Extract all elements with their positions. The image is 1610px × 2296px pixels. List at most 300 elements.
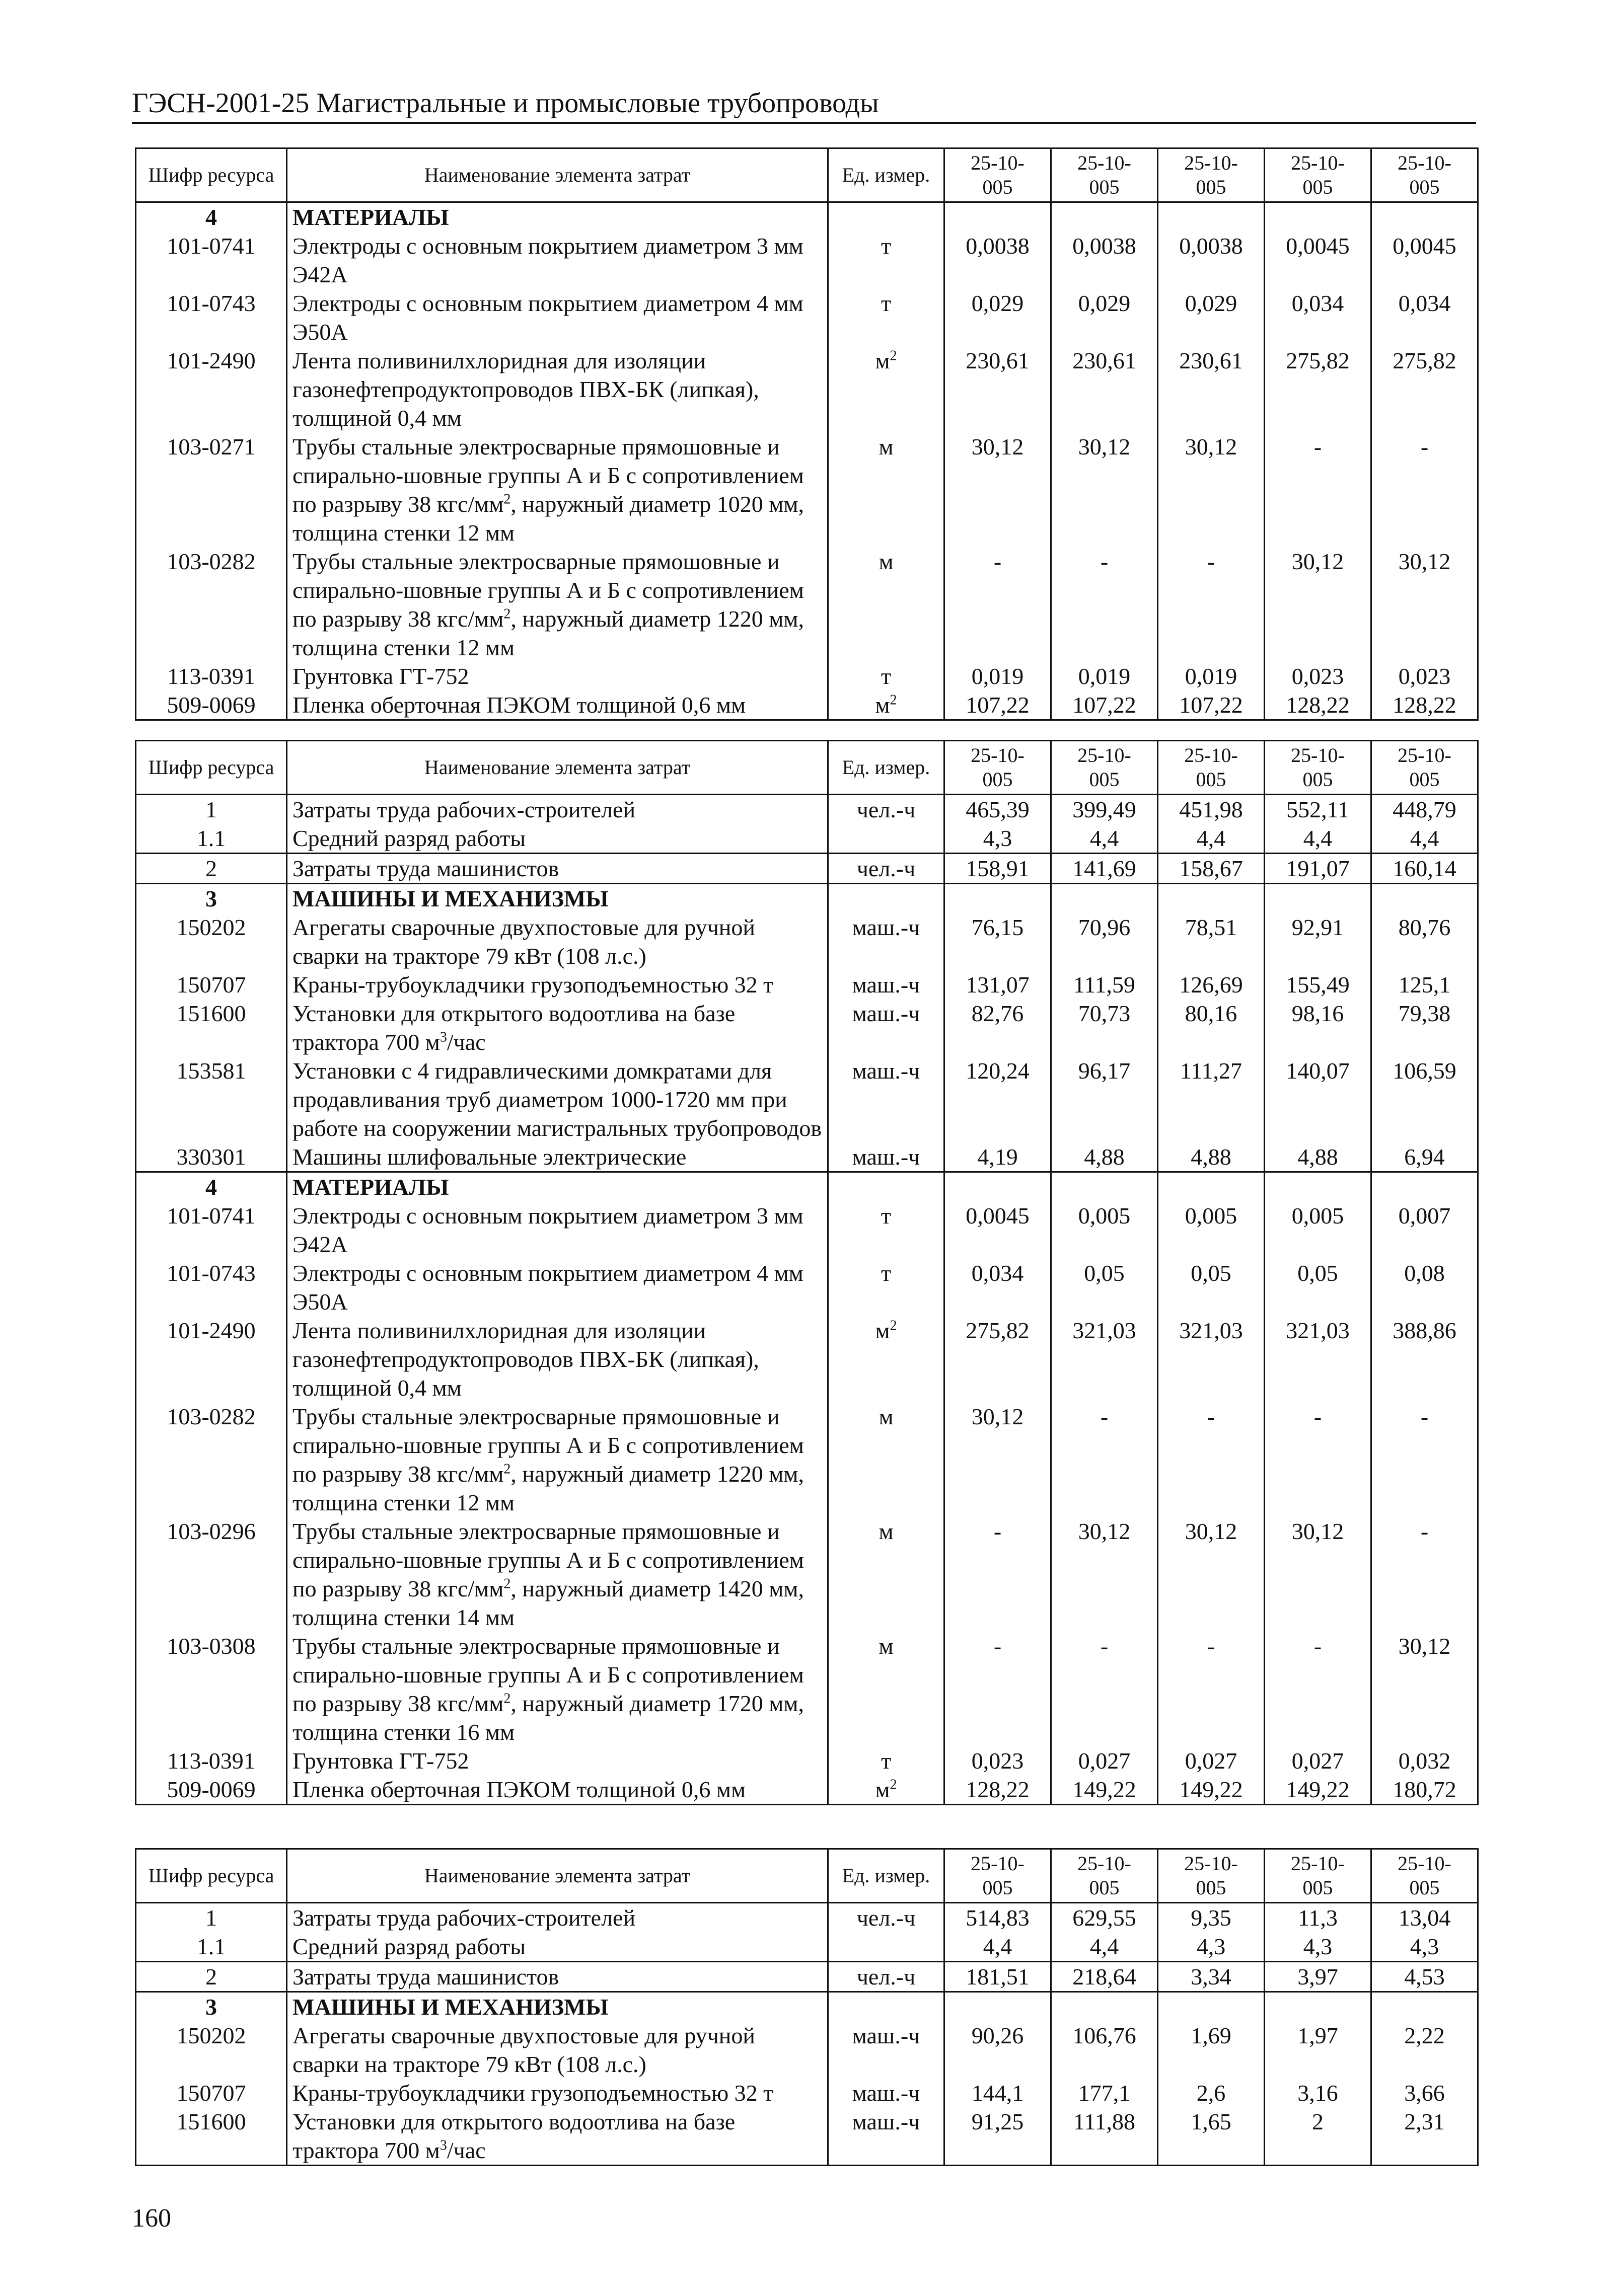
value-cell: 0,005: [1265, 1201, 1371, 1259]
resource-code: 150707: [136, 2079, 287, 2107]
table-row: [136, 691, 1478, 720]
value-cell: 107,22: [1051, 691, 1158, 720]
resource-name: Затраты труда рабочих-строителей: [287, 1903, 828, 1933]
resource-code: 153581: [136, 1056, 287, 1142]
value-cell: 275,82: [1371, 346, 1478, 432]
header-unit: Ед. измер.: [828, 741, 944, 795]
unit-cell: м: [828, 432, 944, 547]
value-cell: 107,22: [944, 691, 1051, 720]
resource-code: 509-0069: [136, 1775, 287, 1805]
header-code: Шифр ресурса: [136, 1849, 287, 1903]
value-cell: -: [1158, 1632, 1265, 1746]
resource-code: 113-0391: [136, 662, 287, 691]
value-cell: 0,007: [1371, 1201, 1478, 1259]
unit-cell: маш.-ч: [828, 2107, 944, 2166]
unit-cell: [828, 1992, 944, 2022]
unit-cell: м: [828, 547, 944, 662]
value-cell: 0,029: [1158, 289, 1265, 346]
value-cell: 30,12: [1265, 547, 1371, 662]
value-cell: [1051, 884, 1158, 913]
unit-cell: маш.-ч: [828, 913, 944, 970]
value-cell: 155,49: [1265, 970, 1371, 999]
value-cell: 275,82: [944, 1316, 1051, 1402]
table-row: [136, 854, 1478, 884]
value-cell: 0,034: [1371, 289, 1478, 346]
resource-code: 151600: [136, 999, 287, 1056]
value-cell: 131,07: [944, 970, 1051, 999]
value-cell: 30,12: [1371, 1632, 1478, 1746]
resource-code: 4: [136, 202, 287, 232]
table-row: [136, 795, 1478, 824]
resource-name: Краны-трубоукладчики грузоподъемностью 32 т: [287, 970, 828, 999]
value-cell: [1371, 202, 1478, 232]
value-cell: -: [1265, 432, 1371, 547]
value-cell: -: [1371, 1517, 1478, 1632]
unit-cell: $м^2$: [828, 691, 944, 720]
value-cell: 2,22: [1371, 2021, 1478, 2079]
unit-cell: $м^2$: [828, 346, 944, 432]
header-code: Шифр ресурса: [136, 148, 287, 202]
header-unit: Ед. измер.: [828, 148, 944, 202]
resource-code: 101-0741: [136, 232, 287, 289]
header-norm-code: 25-10- 005: [1265, 148, 1371, 202]
resource-code: 4: [136, 1172, 287, 1202]
resource-code: 1.1: [136, 824, 287, 854]
unit-cell: [828, 824, 944, 854]
table-row: [136, 1316, 1478, 1402]
resource-table-3: [135, 1848, 1479, 2166]
value-cell: 2: [1265, 2107, 1371, 2166]
value-cell: 0,005: [1158, 1201, 1265, 1259]
resource-code: 103-0271: [136, 432, 287, 547]
value-cell: 126,69: [1158, 970, 1265, 999]
value-cell: 30,12: [1051, 1517, 1158, 1632]
value-cell: 0,034: [1265, 289, 1371, 346]
unit-cell: чел.-ч: [828, 1962, 944, 1992]
value-cell: -: [1051, 1632, 1158, 1746]
value-cell: 0,027: [1158, 1746, 1265, 1775]
header-name: Наименование элемента затрат: [287, 741, 828, 795]
resource-name: Агрегаты сварочные двухпостовые для ручной сварки на тракторе 79 кВт (108 л.с.): [287, 913, 828, 970]
resource-code: 1: [136, 795, 287, 824]
value-cell: 4,88: [1158, 1142, 1265, 1172]
header-norm-code: 25-10- 005: [1371, 148, 1478, 202]
header-norm-code: 25-10- 005: [1371, 741, 1478, 795]
value-cell: 106,59: [1371, 1056, 1478, 1142]
value-cell: 399,49: [1051, 795, 1158, 824]
value-cell: -: [944, 1632, 1051, 1746]
value-cell: 0,027: [1051, 1746, 1158, 1775]
resource-table-2: [135, 740, 1479, 1805]
value-cell: 30,12: [1051, 432, 1158, 547]
value-cell: 30,12: [1371, 547, 1478, 662]
value-cell: 4,88: [1265, 1142, 1371, 1172]
table-row: [136, 1517, 1478, 1632]
value-cell: -: [1051, 1402, 1158, 1517]
unit-cell: м: [828, 1517, 944, 1632]
value-cell: 4,53: [1371, 1962, 1478, 1992]
value-cell: 30,12: [1158, 1517, 1265, 1632]
resource-code: 2: [136, 1962, 287, 1992]
value-cell: 629,55: [1051, 1903, 1158, 1933]
header-unit: Ед. измер.: [828, 1849, 944, 1903]
table-row: [136, 1962, 1478, 1992]
unit-cell: [828, 1932, 944, 1962]
section-title: МАТЕРИАЛЫ: [287, 202, 828, 232]
value-cell: 465,39: [944, 795, 1051, 824]
table-row: [136, 232, 1478, 289]
value-cell: [944, 1172, 1051, 1202]
value-cell: 90,26: [944, 2021, 1051, 2079]
section-row: [136, 1172, 1478, 1202]
unit-cell: чел.-ч: [828, 795, 944, 824]
table-row: [136, 970, 1478, 999]
resource-name: Затраты труда машинистов: [287, 1962, 828, 1992]
resource-name: Трубы стальные электросварные прямошовные и спирально-шовные группы А и Б с сопротивлением по разрыву 38 кгс/$мм^2$, наружный диаметр 1020 мм, толщина стенки 12 мм: [287, 432, 828, 547]
value-cell: 92,91: [1265, 913, 1371, 970]
value-cell: 80,76: [1371, 913, 1478, 970]
table-row: [136, 1056, 1478, 1142]
resource-code: 101-2490: [136, 1316, 287, 1402]
value-cell: 4,3: [944, 824, 1051, 854]
value-cell: 0,032: [1371, 1746, 1478, 1775]
unit-cell: т: [828, 1746, 944, 1775]
value-cell: 0,05: [1051, 1259, 1158, 1316]
value-cell: 0,019: [1158, 662, 1265, 691]
value-cell: 1,97: [1265, 2021, 1371, 2079]
value-cell: [1051, 1172, 1158, 1202]
page-number: 160: [132, 2204, 171, 2233]
value-cell: 4,88: [1051, 1142, 1158, 1172]
resource-code: 101-2490: [136, 346, 287, 432]
resource-name: Пленка оберточная ПЭКОМ толщиной 0,6 мм: [287, 691, 828, 720]
value-cell: [1051, 202, 1158, 232]
value-cell: 13,04: [1371, 1903, 1478, 1933]
value-cell: 1,69: [1158, 2021, 1265, 2079]
resource-name: Средний разряд работы: [287, 1932, 828, 1962]
value-cell: 3,97: [1265, 1962, 1371, 1992]
value-cell: 3,34: [1158, 1962, 1265, 1992]
value-cell: 0,0045: [944, 1201, 1051, 1259]
value-cell: -: [1051, 547, 1158, 662]
value-cell: 0,0038: [1051, 232, 1158, 289]
resource-name: Средний разряд работы: [287, 824, 828, 854]
section-title: МАШИНЫ И МЕХАНИЗМЫ: [287, 1992, 828, 2022]
value-cell: -: [1158, 547, 1265, 662]
resource-name: Грунтовка ГТ-752: [287, 1746, 828, 1775]
unit-cell: маш.-ч: [828, 970, 944, 999]
resource-code: 1: [136, 1903, 287, 1933]
unit-cell: [828, 202, 944, 232]
header-norm-code: 25-10- 005: [944, 741, 1051, 795]
resource-name: Машины шлифовальные электрические: [287, 1142, 828, 1172]
value-cell: 2,31: [1371, 2107, 1478, 2166]
value-cell: 120,24: [944, 1056, 1051, 1142]
value-cell: -: [944, 1517, 1051, 1632]
value-cell: 0,029: [1051, 289, 1158, 346]
value-cell: 181,51: [944, 1962, 1051, 1992]
resource-name: Трубы стальные электросварные прямошовные и спирально-шовные группы А и Б с сопротивлением по разрыву 38 кгс/$мм^2$, наружный диаметр 1220 мм, толщина стенки 12 мм: [287, 547, 828, 662]
value-cell: 3,16: [1265, 2079, 1371, 2107]
unit-cell: маш.-ч: [828, 2021, 944, 2079]
value-cell: 230,61: [944, 346, 1051, 432]
value-cell: 144,1: [944, 2079, 1051, 2107]
table-row: [136, 1632, 1478, 1746]
value-cell: 4,3: [1158, 1932, 1265, 1962]
value-cell: 0,023: [1265, 662, 1371, 691]
section-row: [136, 884, 1478, 913]
resource-name: Электроды с основным покрытием диаметром 3 мм Э42А: [287, 232, 828, 289]
unit-cell: чел.-ч: [828, 1903, 944, 1933]
value-cell: 4,4: [1158, 824, 1265, 854]
value-cell: [1371, 884, 1478, 913]
resource-code: 103-0296: [136, 1517, 287, 1632]
table-row: [136, 824, 1478, 854]
value-cell: 98,16: [1265, 999, 1371, 1056]
value-cell: 0,027: [1265, 1746, 1371, 1775]
table-row: [136, 999, 1478, 1056]
header-norm-code: 25-10- 005: [1051, 741, 1158, 795]
value-cell: [1371, 1992, 1478, 2022]
value-cell: [944, 202, 1051, 232]
value-cell: 4,19: [944, 1142, 1051, 1172]
value-cell: 149,22: [1051, 1775, 1158, 1805]
resource-name: Электроды с основным покрытием диаметром 4 мм Э50А: [287, 289, 828, 346]
value-cell: 4,3: [1371, 1932, 1478, 1962]
table-row: [136, 1775, 1478, 1805]
unit-cell: маш.-ч: [828, 999, 944, 1056]
value-cell: 514,83: [944, 1903, 1051, 1933]
value-cell: 106,76: [1051, 2021, 1158, 2079]
resource-code: 151600: [136, 2107, 287, 2166]
value-cell: 70,73: [1051, 999, 1158, 1056]
value-cell: 552,11: [1265, 795, 1371, 824]
value-cell: 0,0045: [1265, 232, 1371, 289]
value-cell: -: [1371, 1402, 1478, 1517]
resource-name: Пленка оберточная ПЭКОМ толщиной 0,6 мм: [287, 1775, 828, 1805]
resource-code: 1.1: [136, 1932, 287, 1962]
unit-cell: м: [828, 1402, 944, 1517]
header-norm-code: 25-10- 005: [1158, 1849, 1265, 1903]
table-row: [136, 1402, 1478, 1517]
value-cell: 9,35: [1158, 1903, 1265, 1933]
value-cell: [1051, 1992, 1158, 2022]
unit-cell: т: [828, 289, 944, 346]
resource-code: 2: [136, 854, 287, 884]
resource-code: 101-0743: [136, 1259, 287, 1316]
unit-cell: т: [828, 232, 944, 289]
value-cell: 30,12: [944, 432, 1051, 547]
unit-cell: чел.-ч: [828, 854, 944, 884]
value-cell: 160,14: [1371, 854, 1478, 884]
value-cell: 107,22: [1158, 691, 1265, 720]
resource-code: 103-0282: [136, 1402, 287, 1517]
value-cell: 149,22: [1265, 1775, 1371, 1805]
table-row: [136, 913, 1478, 970]
value-cell: [1265, 1172, 1371, 1202]
header-norm-code: 25-10- 005: [1265, 741, 1371, 795]
value-cell: 321,03: [1051, 1316, 1158, 1402]
header-norm-code: 25-10- 005: [1158, 741, 1265, 795]
value-cell: [1158, 202, 1265, 232]
value-cell: [1158, 884, 1265, 913]
header-name: Наименование элемента затрат: [287, 148, 828, 202]
resource-code: 330301: [136, 1142, 287, 1172]
value-cell: -: [1371, 432, 1478, 547]
value-cell: -: [1158, 1402, 1265, 1517]
value-cell: 6,94: [1371, 1142, 1478, 1172]
value-cell: 0,023: [1371, 662, 1478, 691]
value-cell: 125,1: [1371, 970, 1478, 999]
value-cell: 0,029: [944, 289, 1051, 346]
value-cell: [944, 1992, 1051, 2022]
value-cell: 4,3: [1265, 1932, 1371, 1962]
resource-code: 103-0282: [136, 547, 287, 662]
value-cell: [1265, 1992, 1371, 2022]
resource-code: 150707: [136, 970, 287, 999]
resource-code: 3: [136, 1992, 287, 2022]
table-row: [136, 289, 1478, 346]
value-cell: 0,034: [944, 1259, 1051, 1316]
resource-name: Краны-трубоукладчики грузоподъемностью 32 т: [287, 2079, 828, 2107]
resource-name: Установки для открытого водоотлива на базе трактора 700 $м^3$/час: [287, 2107, 828, 2166]
value-cell: 451,98: [1158, 795, 1265, 824]
resource-name: Затраты труда рабочих-строителей: [287, 795, 828, 824]
value-cell: [1158, 1172, 1265, 1202]
page-title: ГЭСН-2001-25 Магистральные и промысловые трубопроводы: [132, 88, 879, 119]
header-norm-code: 25-10- 005: [1158, 148, 1265, 202]
resource-name: Трубы стальные электросварные прямошовные и спирально-шовные группы А и Б с сопротивлением по разрыву 38 кгс/$мм^2$, наружный диаметр 1720 мм, толщина стенки 16 мм: [287, 1632, 828, 1746]
resource-name: Трубы стальные электросварные прямошовные и спирально-шовные группы А и Б с сопротивлением по разрыву 38 кгс/$мм^2$, наружный диаметр 1220 мм, толщина стенки 12 мм: [287, 1402, 828, 1517]
table-row: [136, 1932, 1478, 1962]
resource-name: Агрегаты сварочные двухпостовые для ручной сварки на тракторе 79 кВт (108 л.с.): [287, 2021, 828, 2079]
value-cell: 275,82: [1265, 346, 1371, 432]
value-cell: 128,22: [944, 1775, 1051, 1805]
unit-cell: $м^2$: [828, 1316, 944, 1402]
value-cell: 0,023: [944, 1746, 1051, 1775]
value-cell: 177,1: [1051, 2079, 1158, 2107]
unit-cell: т: [828, 1201, 944, 1259]
value-cell: 180,72: [1371, 1775, 1478, 1805]
resource-code: 103-0308: [136, 1632, 287, 1746]
value-cell: -: [1265, 1402, 1371, 1517]
header-norm-code: 25-10- 005: [1051, 148, 1158, 202]
resource-code: 113-0391: [136, 1746, 287, 1775]
section-title: МАТЕРИАЛЫ: [287, 1172, 828, 1202]
value-cell: 149,22: [1158, 1775, 1265, 1805]
value-cell: [1265, 884, 1371, 913]
value-cell: 2,6: [1158, 2079, 1265, 2107]
resource-name: Лента поливинилхлоридная для изоляции газонефтепродуктопроводов ПВХ-БК (липкая), толщиной 0,4 мм: [287, 346, 828, 432]
value-cell: 128,22: [1371, 691, 1478, 720]
unit-cell: $м^2$: [828, 1775, 944, 1805]
header-norm-code: 25-10- 005: [944, 148, 1051, 202]
value-cell: 4,4: [1051, 824, 1158, 854]
value-cell: 0,005: [1051, 1201, 1158, 1259]
value-cell: 80,16: [1158, 999, 1265, 1056]
value-cell: [1371, 1172, 1478, 1202]
table-row: [136, 2079, 1478, 2107]
value-cell: 0,0038: [944, 232, 1051, 289]
value-cell: 158,67: [1158, 854, 1265, 884]
value-cell: [1265, 202, 1371, 232]
table-row: [136, 1746, 1478, 1775]
table-row: [136, 547, 1478, 662]
unit-cell: маш.-ч: [828, 2079, 944, 2107]
value-cell: 76,15: [944, 913, 1051, 970]
resource-name: Электроды с основным покрытием диаметром 3 мм Э42А: [287, 1201, 828, 1259]
value-cell: 388,86: [1371, 1316, 1478, 1402]
unit-cell: маш.-ч: [828, 1056, 944, 1142]
value-cell: 96,17: [1051, 1056, 1158, 1142]
resource-name: Электроды с основным покрытием диаметром 4 мм Э50А: [287, 1259, 828, 1316]
table-row: [136, 2107, 1478, 2166]
value-cell: 111,59: [1051, 970, 1158, 999]
resource-name: Установки для открытого водоотлива на базе трактора 700 $м^3$/час: [287, 999, 828, 1056]
value-cell: 82,76: [944, 999, 1051, 1056]
value-cell: 4,4: [1371, 824, 1478, 854]
resource-name: Лента поливинилхлоридная для изоляции газонефтепродуктопроводов ПВХ-БК (липкая), толщиной 0,4 мм: [287, 1316, 828, 1402]
table-row: [136, 2021, 1478, 2079]
resource-code: 150202: [136, 913, 287, 970]
value-cell: 30,12: [944, 1402, 1051, 1517]
value-cell: 0,05: [1265, 1259, 1371, 1316]
value-cell: 1,65: [1158, 2107, 1265, 2166]
value-cell: 321,03: [1158, 1316, 1265, 1402]
resource-code: 101-0741: [136, 1201, 287, 1259]
resource-name: Грунтовка ГТ-752: [287, 662, 828, 691]
table-row: [136, 432, 1478, 547]
table-row: [136, 346, 1478, 432]
unit-cell: т: [828, 662, 944, 691]
value-cell: -: [944, 547, 1051, 662]
header-code: Шифр ресурса: [136, 741, 287, 795]
value-cell: 30,12: [1265, 1517, 1371, 1632]
value-cell: 0,0045: [1371, 232, 1478, 289]
section-row: [136, 202, 1478, 232]
value-cell: 4,4: [1265, 824, 1371, 854]
value-cell: 111,88: [1051, 2107, 1158, 2166]
resource-name: Трубы стальные электросварные прямошовные и спирально-шовные группы А и Б с сопротивлением по разрыву 38 кгс/$мм^2$, наружный диаметр 1420 мм, толщина стенки 14 мм: [287, 1517, 828, 1632]
table-row: [136, 662, 1478, 691]
unit-cell: т: [828, 1259, 944, 1316]
value-cell: 79,38: [1371, 999, 1478, 1056]
value-cell: 321,03: [1265, 1316, 1371, 1402]
value-cell: 111,27: [1158, 1056, 1265, 1142]
section-title: МАШИНЫ И МЕХАНИЗМЫ: [287, 884, 828, 913]
resource-code: 3: [136, 884, 287, 913]
header-norm-code: 25-10- 005: [1051, 1849, 1158, 1903]
header-norm-code: 25-10- 005: [1265, 1849, 1371, 1903]
value-cell: 4,4: [1051, 1932, 1158, 1962]
value-cell: 141,69: [1051, 854, 1158, 884]
value-cell: 448,79: [1371, 795, 1478, 824]
value-cell: 0,019: [944, 662, 1051, 691]
value-cell: 230,61: [1051, 346, 1158, 432]
resource-code: 101-0743: [136, 289, 287, 346]
value-cell: 3,66: [1371, 2079, 1478, 2107]
unit-cell: маш.-ч: [828, 1142, 944, 1172]
resource-code: 150202: [136, 2021, 287, 2079]
header-norm-code: 25-10- 005: [944, 1849, 1051, 1903]
resource-name: Затраты труда машинистов: [287, 854, 828, 884]
value-cell: 70,96: [1051, 913, 1158, 970]
table-row: [136, 1142, 1478, 1172]
table-row: [136, 1201, 1478, 1259]
resource-code: 509-0069: [136, 691, 287, 720]
value-cell: -: [1265, 1632, 1371, 1746]
value-cell: 128,22: [1265, 691, 1371, 720]
